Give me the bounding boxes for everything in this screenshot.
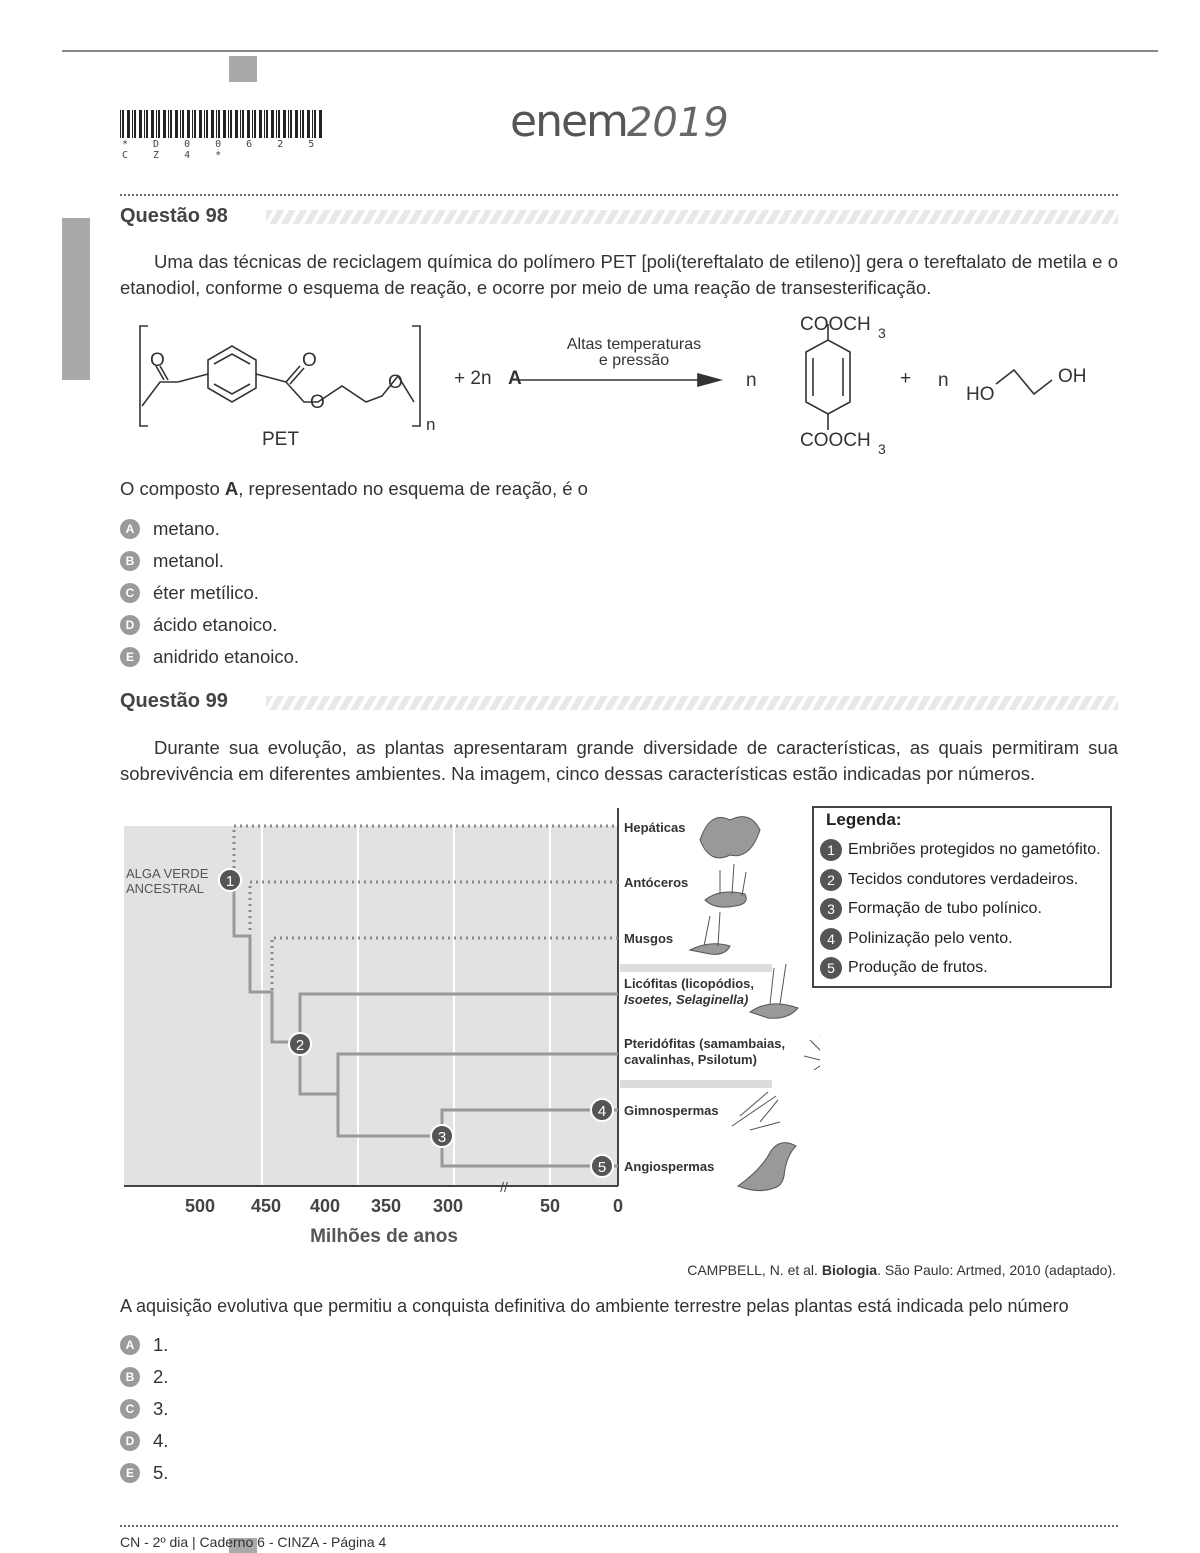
question-98-stem (120, 476, 1118, 502)
reagent-prefix: + 2n (454, 368, 492, 389)
sub3-bottom: 3 (878, 441, 886, 457)
q99-option-b[interactable] (120, 1363, 168, 1391)
option-text: 1. (153, 1334, 169, 1355)
tick-350: 350 (370, 1196, 402, 1216)
option-text: 3. (153, 1398, 169, 1419)
phylogeny-diagram (120, 800, 820, 1250)
question-stripe (266, 210, 1118, 224)
barcode-text: * D 0 0 6 2 5 C Z 4 * (122, 139, 324, 161)
option-text: metano. (153, 518, 220, 539)
q98-option-a[interactable] (120, 515, 220, 543)
legend-num: 3 (820, 898, 842, 920)
reaction-scheme (120, 310, 1120, 470)
node-label: 2 (295, 1037, 305, 1054)
node-label: 4 (597, 1103, 607, 1120)
licofita-icon (750, 964, 798, 1018)
node-5 (591, 1155, 613, 1177)
q99-option-d[interactable] (120, 1427, 168, 1455)
node-label: 1 (225, 873, 235, 890)
q99-option-c[interactable] (120, 1395, 168, 1423)
node-label: 5 (597, 1159, 607, 1176)
bracket-right (412, 326, 420, 426)
node-label: 3 (437, 1129, 447, 1146)
pet-o2: O (302, 350, 317, 371)
barcode-icon (120, 110, 326, 138)
option-text: 2. (153, 1366, 169, 1387)
q98-option-d[interactable] (120, 611, 277, 639)
side-registration-bar (62, 218, 90, 380)
node-2 (289, 1033, 311, 1055)
legend-item-3 (820, 898, 1042, 920)
plus-sign: + (900, 368, 912, 389)
tick-0: 0 (612, 1196, 624, 1216)
group-angiospermas: Angiospermas (624, 1159, 715, 1174)
legend-text: Produção de frutos. (848, 959, 988, 976)
registration-mark-top (229, 56, 257, 82)
tick-500: 500 (184, 1196, 216, 1216)
ethanediol-bonds (996, 370, 1052, 394)
option-letter: E (120, 647, 140, 667)
legend-item-4 (820, 928, 1013, 950)
question-99-text: Durante sua evolução, as plantas apresentaram grande diversidade de características, as quais permitiram sua sobrevivência em diferentes ambientes. Na imagem, cinco dessas características estão indicadas por números. (120, 737, 1118, 784)
ho-group: HO (966, 384, 995, 405)
group-antoceros: Antóceros (624, 875, 689, 890)
condition-line-1: Altas temperaturas (566, 336, 702, 353)
tick-50: 50 (539, 1196, 561, 1216)
tick-450: 450 (250, 1196, 282, 1216)
question-99-stem: A aquisição evolutiva que permitiu a conquista definitiva do ambiente terrestre pelas plantas está indicada pelo número (120, 1296, 1069, 1316)
logo-year: 2019 (626, 100, 729, 146)
q98-option-b[interactable] (120, 547, 224, 575)
pet-o1: O (150, 350, 165, 371)
antoceros-icon (705, 864, 746, 907)
option-letter: C (120, 1399, 140, 1419)
option-letter: D (120, 615, 140, 635)
pet-label: PET (262, 429, 299, 450)
legend-num: 2 (820, 869, 842, 891)
citation-suffix: . São Paulo: Artmed, 2010 (adaptado). (877, 1262, 1116, 1278)
group-musgos: Musgos (624, 931, 674, 946)
option-letter: D (120, 1431, 140, 1451)
option-letter: B (120, 1367, 140, 1387)
axis-break: // (500, 1179, 508, 1195)
citation (687, 1262, 1116, 1278)
legend-item-5 (820, 957, 988, 979)
musgo-icon (690, 912, 730, 954)
option-letter: B (120, 551, 140, 571)
condition-line-2: e pressão (598, 352, 670, 369)
legend-item-1 (820, 839, 1101, 861)
pteridofita-icon (804, 1036, 820, 1074)
q99-option-e[interactable] (120, 1459, 168, 1487)
group-hepaticas: Hepáticas (624, 820, 686, 835)
tick-300: 300 (432, 1196, 464, 1216)
coefficient-n: n (746, 370, 757, 391)
x-axis-label: Milhões de anos (310, 1226, 458, 1247)
legend-item-2 (820, 869, 1078, 891)
pet-n-subscript: n (426, 415, 436, 434)
bracket-left (140, 326, 148, 426)
pet-o4: O (388, 372, 403, 393)
oh-group: OH (1058, 366, 1087, 387)
pet-o3: O (310, 392, 325, 413)
option-text: anidrido etanoico. (153, 646, 300, 667)
legend-title: Legenda: (826, 810, 902, 829)
gimnosperma-icon (732, 1092, 780, 1130)
group-pteridofitas-1: Pteridófitas (samambaias, (624, 1036, 786, 1051)
legend-num: 1 (820, 839, 842, 861)
group-licofitas-1: Licófitas (licopódios, (624, 976, 755, 991)
stem-prefix: O composto (120, 478, 225, 499)
logo-word: enem (510, 96, 627, 147)
citation-prefix: CAMPBELL, N. et al. (687, 1262, 822, 1278)
coefficient-n2: n (938, 370, 949, 391)
reagent-a: A (508, 368, 522, 389)
enem-logo (510, 96, 729, 147)
option-text: 4. (153, 1430, 169, 1451)
legend-num: 4 (820, 928, 842, 950)
legend-text: Polinização pelo vento. (848, 930, 1013, 947)
question-stripe (266, 696, 1118, 710)
option-text: éter metílico. (153, 582, 259, 603)
legend-num: 5 (820, 957, 842, 979)
option-letter: E (120, 1463, 140, 1483)
node-1 (219, 869, 241, 891)
cooch3-top: COOCH (800, 314, 871, 335)
sub3-top: 3 (878, 325, 886, 341)
dotted-divider (120, 194, 1118, 196)
dotted-divider-bottom (120, 1525, 1118, 1527)
option-letter: A (120, 1335, 140, 1355)
q99-option-a[interactable] (120, 1331, 168, 1359)
group-pteridofitas-2: cavalinhas, Psilotum) (624, 1052, 757, 1067)
node-4 (591, 1099, 613, 1121)
ancestor-label-1: ALGA VERDE (126, 866, 209, 881)
option-letter: C (120, 583, 140, 603)
option-text: ácido etanoico. (153, 614, 278, 635)
group-licofitas-2: Isoetes, Selaginella) (624, 992, 749, 1007)
cooch3-bottom: COOCH (800, 430, 871, 451)
legend-text: Embriões protegidos no gametófito. (848, 841, 1101, 858)
option-text: metanol. (153, 550, 224, 571)
question-99-title: Questão 99 (120, 690, 228, 712)
top-rule (62, 50, 1158, 52)
pet-bond-1 (142, 382, 178, 406)
stem-bold: A (224, 478, 239, 499)
q98-option-c[interactable] (120, 579, 259, 607)
question-98-title: Questão 98 (120, 205, 228, 227)
legend-text: Formação de tubo polínico. (848, 900, 1042, 917)
group-gimnospermas: Gimnospermas (624, 1103, 719, 1118)
stem-suffix: , representado no esquema de reação, é o (238, 478, 588, 499)
option-text: 5. (153, 1462, 169, 1483)
angiosperma-icon (738, 1143, 796, 1191)
q98-option-e[interactable] (120, 643, 299, 671)
option-letter: A (120, 519, 140, 539)
hepatica-icon (700, 817, 760, 858)
question-98-text: Uma das técnicas de reciclagem química do polímero PET [poli(tereftalato de etileno)] gera o tereftalato de metila e o etanodiol, conforme o esquema de reação, e ocorre por meio de uma reação de transesterificação. (120, 251, 1118, 298)
page-footer: CN - 2º dia | Caderno 6 - CINZA - Página 4 (120, 1534, 387, 1550)
node-3 (431, 1125, 453, 1147)
ancestor-label-2: ANCESTRAL (126, 881, 205, 896)
tick-400: 400 (309, 1196, 341, 1216)
citation-bold: Biologia (821, 1262, 878, 1278)
legend-text: Tecidos condutores verdadeiros. (848, 871, 1079, 888)
